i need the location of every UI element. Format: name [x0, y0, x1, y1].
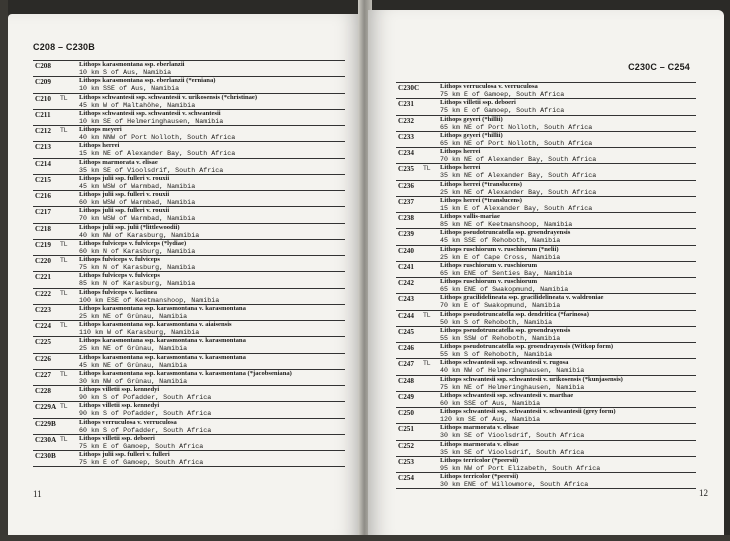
entry-row: [396, 99, 696, 115]
entry-code: C223: [35, 305, 51, 314]
entry-row: [396, 262, 696, 278]
species-name: Lithops villetii ssp. deboeri: [79, 434, 155, 442]
entry-row: [33, 207, 345, 223]
entry-code: C228: [35, 387, 51, 395]
species-name: Lithops marmorata v. elisae: [440, 424, 519, 432]
right-entry-list: [396, 82, 696, 489]
species-name: Lithops fulviceps v. lactinea: [79, 288, 158, 296]
tl-mark: TL: [60, 322, 68, 329]
species-name: Lithops gracilidelineata ssp. gracilidelineata v. waldroniae: [440, 294, 604, 302]
entry-code: C233: [398, 132, 414, 141]
locality-text: 65 km ENE of Senties Bay, Namibia: [440, 269, 573, 277]
entry-code: C229A: [35, 403, 57, 412]
entry-code: C221: [35, 273, 51, 282]
species-name: Lithops julii ssp. fulleri v. rouxii: [79, 191, 170, 198]
tl-mark: TL: [423, 360, 431, 368]
entry-code: C249: [398, 392, 414, 401]
locality-text: 35 km NE of Alexander Bay, South Africa: [440, 172, 597, 180]
right-page: [368, 10, 724, 541]
locality-text: 30 km SE of Vioolsdrif, South Africa: [440, 432, 585, 440]
species-name: Lithops karasmontana ssp. eberlanzii: [79, 61, 185, 68]
entry-code: C211: [35, 110, 51, 119]
species-name: Lithops fulviceps v. fulviceps: [79, 272, 160, 280]
entry-row: [33, 61, 345, 77]
entry-row: [33, 337, 345, 353]
species-name: Lithops meyeri: [79, 126, 122, 133]
desk-surface: [0, 535, 730, 541]
entry-code: C240: [398, 246, 414, 255]
species-name: Lithops geyeri (*hillii): [440, 131, 503, 139]
tl-mark: TL: [60, 127, 68, 134]
species-name: Lithops karasmontana ssp. eberlanzii (*erniana): [79, 77, 216, 85]
locality-text: 60 km S of Pofadder, South Africa: [79, 426, 212, 434]
entry-row: [33, 191, 345, 207]
locality-text: 70 km E of Swakopmund, Namibia: [440, 302, 561, 310]
locality-text: 10 km S of Aus, Namibia: [79, 69, 172, 76]
entry-row: [396, 116, 696, 132]
species-name: Lithops herrei: [79, 142, 120, 150]
locality-text: 60 km N of Karasburg, Namibia: [79, 247, 196, 255]
entry-row: [33, 142, 345, 158]
entry-row: [396, 457, 696, 473]
entry-code: C210: [35, 94, 51, 103]
species-name: Lithops ruschiorum v. ruschiorum: [440, 278, 538, 285]
entry-row: [396, 246, 696, 262]
locality-text: 85 km N of Karasburg, Namibia: [79, 280, 196, 288]
entry-row: [396, 359, 696, 375]
entry-row: [396, 327, 696, 343]
locality-text: 90 km S of Pofadder, South Africa: [79, 410, 212, 418]
entry-row: [396, 441, 696, 457]
species-name: Lithops pseudotruncatella ssp. groendrayensis: [440, 229, 571, 237]
species-name: Lithops karasmontana ssp. karasmontana v. karasmontana (*jacobseniana): [79, 369, 292, 377]
species-name: Lithops schwantesii ssp. schwantesii v. rugosa: [440, 359, 569, 367]
entry-code: C212: [35, 127, 51, 135]
species-name: Lithops marmorata v. elisae: [440, 440, 519, 448]
tl-mark: TL: [423, 311, 431, 319]
species-name: Lithops fulviceps v. fulviceps: [79, 256, 160, 263]
entry-code: C230A: [35, 435, 57, 444]
entry-code: C226: [35, 354, 51, 363]
locality-text: 45 km WSW of Warmbad, Namibia: [79, 182, 196, 190]
entry-code: C254: [398, 474, 414, 482]
entry-code: C215: [35, 175, 51, 184]
locality-text: 110 km W of Karasburg, Namibia: [79, 329, 200, 336]
locality-text: 45 km W of Maltahöhe, Namibia: [79, 101, 196, 109]
locality-text: 70 km WSW of Warmbad, Namibia: [79, 215, 196, 223]
entry-code: C209: [35, 78, 51, 87]
entry-code: C208: [35, 62, 51, 70]
entry-row: [396, 424, 696, 440]
entry-code: C229B: [35, 419, 56, 428]
locality-text: 70 km NE of Alexander Bay, South Africa: [440, 156, 597, 163]
species-name: Lithops pseudotruncatella ssp. groendrayensis (Witkop form): [440, 343, 614, 350]
locality-text: 75 km N of Karasburg, Namibia: [79, 264, 196, 271]
species-name: Lithops herrei: [440, 148, 481, 155]
entry-row: [396, 376, 696, 392]
species-name: Lithops villetii ssp. deboeri: [440, 99, 516, 107]
entry-row: [396, 473, 696, 489]
locality-text: 35 km SE of Vioolsdrif, South Africa: [79, 166, 224, 174]
species-name: Lithops schwantesii ssp. schwantesii v. schwantesii (grey form): [440, 408, 616, 415]
entry-code: C244: [398, 311, 414, 320]
tl-mark: TL: [60, 94, 68, 102]
locality-text: 65 km ENE of Swakopmund, Namibia: [440, 286, 569, 293]
species-name: Lithops julii ssp. fulleri v. rouxii: [79, 207, 170, 215]
species-name: Lithops herrei: [440, 164, 481, 172]
species-name: Lithops schwantesii ssp. schwantesii v. urikosensis (*christinae): [79, 93, 258, 101]
entry-code: C253: [398, 457, 414, 466]
entry-code: C247: [398, 360, 414, 369]
entry-code: C234: [398, 149, 414, 157]
locality-text: 45 km NE of Grünau, Namibia: [79, 361, 188, 369]
locality-text: 10 km SSE of Aus, Namibia: [79, 85, 180, 93]
entry-row: [33, 77, 345, 93]
species-name: Lithops villetii ssp. kennedyi: [79, 386, 160, 393]
entry-row: [396, 132, 696, 148]
right-page-header: C230C – C254: [628, 62, 690, 72]
entry-row: [33, 240, 345, 256]
entry-code: C230C: [398, 84, 420, 92]
locality-text: 45 km SSE of Rehoboth, Namibia: [440, 237, 561, 245]
entry-row: [33, 435, 345, 451]
locality-text: 75 km E of Gamoep, South Africa: [79, 459, 204, 466]
entry-row: [33, 451, 345, 467]
species-name: Lithops pseudotruncatella ssp. groendrayensis: [440, 326, 571, 334]
locality-text: 15 km E of Alexander Bay, South Africa: [440, 204, 593, 212]
entry-row: [33, 289, 345, 305]
entry-row: [396, 294, 696, 310]
entry-code: C251: [398, 425, 414, 434]
tl-mark: TL: [60, 289, 68, 297]
entry-row: [33, 94, 345, 110]
entry-row: [396, 229, 696, 245]
entry-code: C242: [398, 279, 414, 287]
locality-text: 50 km S of Rehoboth, Namibia: [440, 318, 553, 326]
entry-code: C222: [35, 289, 51, 298]
species-name: Lithops karasmontana ssp. karasmontana v. karasmontana: [79, 353, 246, 361]
tl-mark: TL: [60, 403, 68, 411]
entry-code: C219: [35, 240, 51, 249]
entry-row: [33, 370, 345, 386]
entry-row: [33, 419, 345, 435]
species-name: Lithops ruschiorum v. ruschiorum: [440, 261, 538, 269]
locality-text: 55 km SSW of Rehoboth, Namibia: [440, 334, 561, 342]
entry-code: C252: [398, 441, 414, 450]
entry-code: C241: [398, 262, 414, 271]
tl-mark: TL: [60, 435, 68, 443]
tl-mark: TL: [60, 257, 68, 264]
species-name: Lithops terricolor (*peersii): [440, 473, 519, 480]
species-name: Lithops verruculosa v. verruculosa: [440, 83, 538, 90]
species-name: Lithops karasmontana ssp. karasmontana v. aiaisensis: [79, 321, 232, 328]
entry-code: C225: [35, 338, 51, 347]
locality-text: 55 km S of Rehoboth, Namibia: [440, 351, 553, 358]
entry-row: [33, 159, 345, 175]
left-page: [8, 14, 362, 541]
locality-text: 40 km NW of Helmeringhausen, Namibia: [440, 367, 585, 375]
entry-code: C235: [398, 165, 414, 174]
entry-row: [396, 311, 696, 327]
locality-text: 60 km SSE of Aus, Namibia: [440, 399, 541, 407]
locality-text: 10 km SE of Helmeringhausen, Namibia: [79, 117, 224, 125]
entry-code: C236: [398, 181, 414, 190]
locality-text: 95 km NW of Port Elizabeth, South Africa: [440, 464, 601, 472]
entry-code: C248: [398, 376, 414, 385]
entry-row: [33, 110, 345, 126]
species-name: Lithops karasmontana ssp. karasmontana v. karasmontana: [79, 304, 246, 312]
entry-row: [33, 402, 345, 418]
locality-text: 40 km NNW of Port Nolloth, South Africa: [79, 134, 236, 141]
entry-row: [33, 305, 345, 321]
locality-text: 90 km S of Pofadder, South Africa: [79, 394, 212, 401]
entry-row: [396, 392, 696, 408]
entry-code: C217: [35, 208, 51, 217]
species-name: Lithops julii ssp. fulleri v. fulleri: [79, 451, 170, 458]
entry-code: C243: [398, 295, 414, 304]
locality-text: 25 km NE of Grünau, Namibia: [79, 345, 188, 353]
locality-text: 75 km E of Gamoep, South Africa: [440, 107, 565, 115]
entry-code: C224: [35, 322, 51, 330]
species-name: Lithops herrei (*translucens): [440, 196, 522, 204]
entry-row: [396, 408, 696, 424]
species-name: Lithops vallis-mariae: [440, 213, 500, 220]
species-name: Lithops schwantesii ssp. schwantesii v. marthae: [440, 391, 574, 399]
tl-mark: TL: [423, 165, 431, 173]
species-name: Lithops fulviceps v. fulviceps (*lydiae): [79, 239, 187, 247]
left-entry-list: [33, 60, 345, 467]
entry-code: C227: [35, 370, 51, 379]
entry-code: C231: [398, 100, 414, 109]
species-name: Lithops schwantesii ssp. schwantesii v. schwantesii: [79, 109, 221, 117]
entry-code: C213: [35, 143, 51, 152]
locality-text: 75 km E of Gamoep, South Africa: [440, 91, 565, 98]
entry-row: [396, 197, 696, 213]
entry-code: C214: [35, 159, 51, 168]
left-page-header: C208 – C230B: [33, 42, 95, 52]
locality-text: 100 km ESE of Keetmanshoop, Namibia: [79, 296, 220, 304]
tl-mark: TL: [60, 370, 68, 378]
entry-row: [33, 354, 345, 370]
entry-row: [396, 148, 696, 164]
species-name: Lithops verruculosa v. verruculosa: [79, 418, 177, 426]
locality-text: 40 km NW of Karasburg, Namibia: [79, 231, 200, 239]
entry-code: C230B: [35, 452, 56, 460]
species-name: Lithops schwantesii ssp. schwantesii v. urikosensis (*kunjasensis): [440, 375, 623, 383]
entry-code: C220: [35, 257, 51, 265]
species-name: Lithops ruschiorum v. ruschiorum (*nelii): [440, 245, 559, 253]
entry-row: [396, 343, 696, 359]
locality-text: 25 km NE of Alexander Bay, South Africa: [440, 188, 597, 196]
entry-row: [33, 175, 345, 191]
entry-row: [396, 83, 696, 99]
left-page-number: 11: [33, 489, 42, 499]
species-name: Lithops herrei (*translucens): [440, 180, 522, 188]
entry-code: C216: [35, 192, 51, 200]
species-name: Lithops karasmontana ssp. karasmontana v. karasmontana: [79, 337, 246, 345]
entry-code: C218: [35, 224, 51, 233]
entry-row: [33, 272, 345, 288]
entry-code: C250: [398, 409, 414, 417]
entry-row: [33, 386, 345, 402]
species-name: Lithops julii ssp. julii (*littlewoodii): [79, 223, 180, 231]
locality-text: 25 km NE of Grünau, Namibia: [79, 312, 188, 320]
species-name: Lithops villetii ssp. kennedyi: [79, 402, 160, 410]
entry-row: [33, 256, 345, 272]
entry-code: C246: [398, 344, 414, 352]
locality-text: 30 km ENE of Willowmore, South Africa: [440, 481, 589, 488]
locality-text: 120 km SE of Aus, Namibia: [440, 416, 541, 423]
entry-code: C238: [398, 214, 414, 222]
right-page-number: 12: [699, 488, 708, 498]
locality-text: 75 km NE of Helmeringhausen, Namibia: [440, 383, 585, 391]
entry-code: C237: [398, 197, 414, 206]
locality-text: 25 km E of Cape Cross, Namibia: [440, 253, 561, 261]
entry-code: C232: [398, 116, 414, 125]
locality-text: 65 km NE of Port Nolloth, South Africa: [440, 123, 593, 131]
entry-row: [396, 164, 696, 180]
entry-code: C239: [398, 230, 414, 239]
entry-row: [396, 181, 696, 197]
entry-row: [33, 321, 345, 337]
species-name: Lithops terricolor (*peersii): [440, 456, 519, 464]
locality-text: 30 km NW of Grünau, Namibia: [79, 377, 188, 385]
locality-text: 85 km NE of Keetmanshoop, Namibia: [440, 221, 573, 228]
species-name: Lithops marmorata v. elisae: [79, 158, 158, 166]
locality-text: 35 km SE of Vioolsdrif, South Africa: [440, 448, 585, 456]
entry-code: C245: [398, 327, 414, 336]
locality-text: 60 km WSW of Warmbad, Namibia: [79, 199, 196, 206]
species-name: Lithops julii ssp. fulleri v. rouxii: [79, 174, 170, 182]
locality-text: 75 km E of Gamoep, South Africa: [79, 442, 204, 450]
entry-row: [396, 278, 696, 294]
tl-mark: TL: [60, 240, 68, 248]
species-name: Lithops pseudotruncatella ssp. dendritica (*farinosa): [440, 310, 589, 318]
locality-text: 65 km NE of Port Nolloth, South Africa: [440, 139, 593, 147]
entry-row: [33, 224, 345, 240]
entry-row: [396, 213, 696, 229]
species-name: Lithops geyeri (*hillii): [440, 115, 503, 123]
entry-row: [33, 126, 345, 142]
locality-text: 15 km NE of Alexander Bay, South Africa: [79, 150, 236, 158]
